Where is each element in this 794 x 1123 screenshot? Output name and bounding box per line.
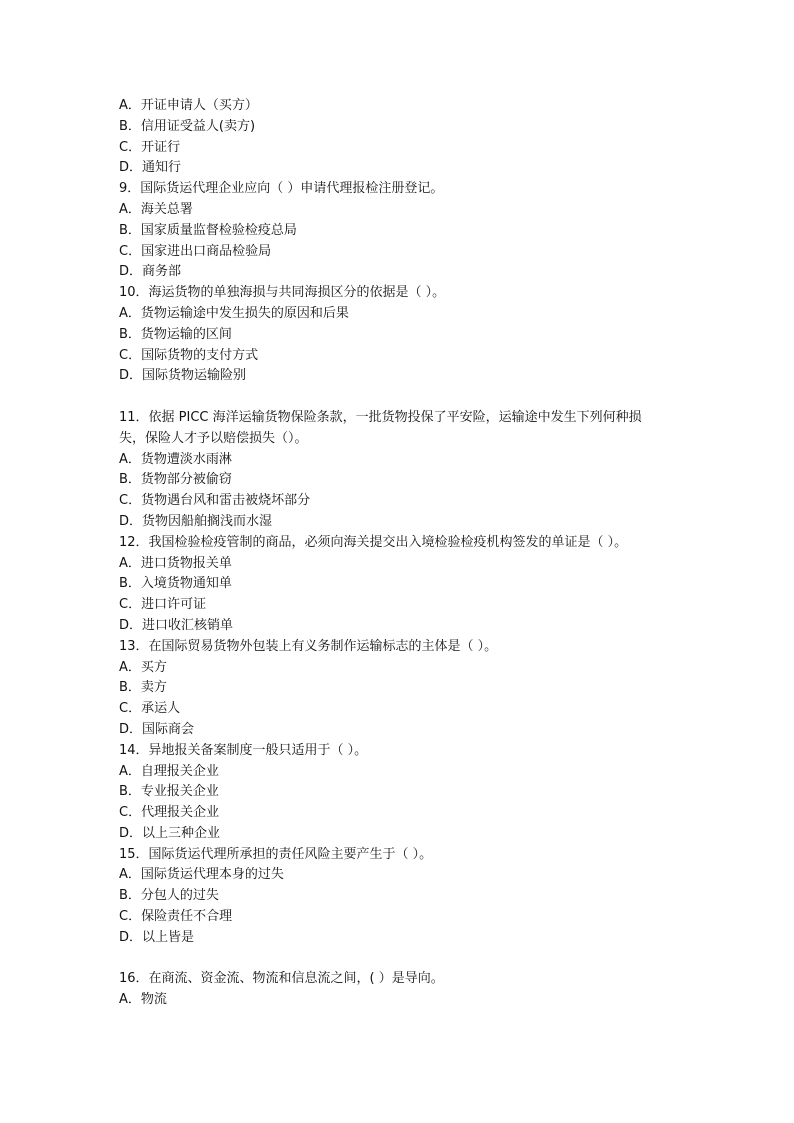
question-text: 14．异地报关备案制度一般只适用于（ ）。 xyxy=(119,742,368,758)
answer-option: C．货物遇台风和雷击被烧坏部分 xyxy=(119,493,311,509)
answer-option: B．货物部分被偷窃 xyxy=(119,472,232,488)
blank-line xyxy=(119,949,679,970)
answer-option: B．货物运输的区间 xyxy=(119,326,232,342)
answer-option: C．国际货物的支付方式 xyxy=(119,347,259,363)
answer-option: A．买方 xyxy=(119,659,167,675)
question-text: 12．我国检验检疫管制的商品，必须向海关提交出入境检验检疫机构签发的单证是（ ）。 xyxy=(119,534,628,550)
answer-option: B．国家质量监督检验检疫总局 xyxy=(119,222,297,238)
answer-option: C．代理报关企业 xyxy=(119,805,220,821)
answer-option: D．国际货物运输险别 xyxy=(119,368,247,384)
answer-option: D．国际商会 xyxy=(119,721,195,737)
answer-option: C．进口许可证 xyxy=(119,597,207,613)
text-line: 失，保险人才予以赔偿损失（）。 xyxy=(119,430,308,446)
answer-option: B．信用证受益人(卖方) xyxy=(119,118,256,134)
answer-option: D．货物因船舶搁浅而水湿 xyxy=(119,513,273,529)
question-text: 10．海运货物的单独海损与共同海损区分的依据是（ ）。 xyxy=(119,285,446,301)
question-text: 9．国际货运代理企业应向（ ）申请代理报检注册登记。 xyxy=(119,181,444,197)
blank-line xyxy=(119,387,679,408)
answer-option: A．自理报关企业 xyxy=(119,763,219,779)
answer-option: C．开证行 xyxy=(119,139,181,155)
answer-option: C．国家进出口商品检验局 xyxy=(119,243,272,259)
answer-option: B．分包人的过失 xyxy=(119,888,219,904)
answer-option: C．承运人 xyxy=(119,701,181,717)
question-text: 16．在商流、资金流、物流和信息流之间，( ）是导向。 xyxy=(119,971,444,987)
answer-option: B．入境货物通知单 xyxy=(119,576,232,592)
answer-option: A．货物运输途中发生损失的原因和后果 xyxy=(119,305,349,321)
answer-option: D．以上皆是 xyxy=(119,929,195,945)
answer-option: B．专业报关企业 xyxy=(119,784,219,800)
document-body xyxy=(119,96,679,1011)
answer-option: C．保险责任不合理 xyxy=(119,909,233,925)
answer-option: A．货物遭淡水雨淋 xyxy=(119,451,232,467)
question-text: 15．国际货运代理所承担的责任风险主要产生于（ ）。 xyxy=(119,846,433,862)
answer-option: A．进口货物报关单 xyxy=(119,555,232,571)
answer-option: D．通知行 xyxy=(119,160,182,176)
question-text: 13．在国际贸易货物外包装上有义务制作运输标志的主体是（ ）。 xyxy=(119,638,498,654)
answer-option: A．海关总署 xyxy=(119,201,193,217)
answer-option: D．进口收汇核销单 xyxy=(119,617,234,633)
answer-option: B．卖方 xyxy=(119,680,167,696)
answer-option: D．商务部 xyxy=(119,264,182,280)
answer-option: A．物流 xyxy=(119,992,167,1008)
answer-option: A．国际货运代理本身的过失 xyxy=(119,867,284,883)
answer-option: A．开证申请人（买方） xyxy=(119,98,258,113)
question-text: 11．依据 PICC 海洋运输货物保险条款，一批货物投保了平安险，运输途中发生下列何种损 xyxy=(119,409,642,425)
answer-option: D．以上三种企业 xyxy=(119,825,221,841)
